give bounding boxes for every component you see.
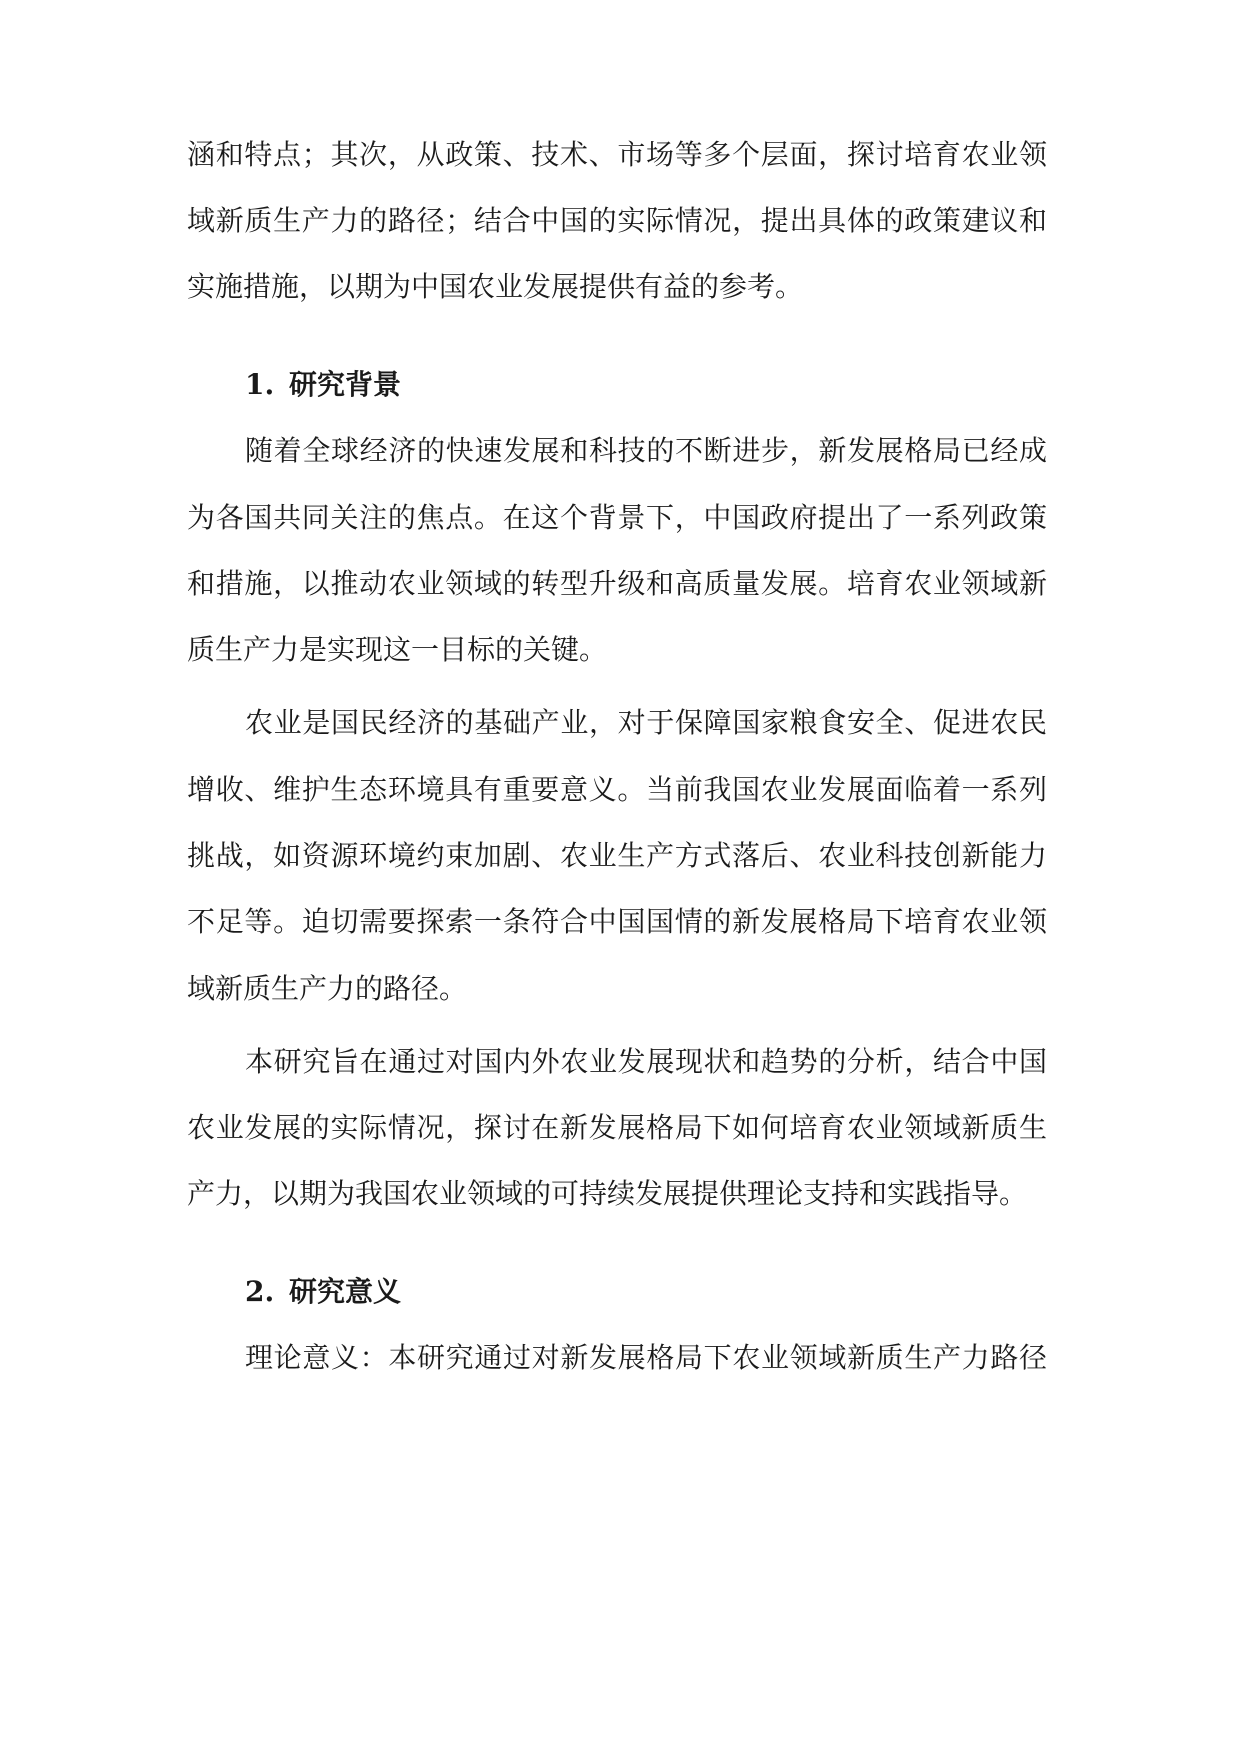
paragraph-line: 农业发展的实际情况，探讨在新发展格局下如何培育农业领域新质生 bbox=[187, 1111, 1047, 1144]
section-number: 2. bbox=[245, 1275, 275, 1308]
paragraph-line: 域新质生产力的路径。 bbox=[187, 972, 468, 1005]
paragraph-line: 农业是国民经济的基础产业，对于保障国家粮食安全、促进农民 bbox=[245, 706, 1047, 739]
section-number: 1. bbox=[245, 368, 275, 401]
intro-line: 域新质生产力的路径；结合中国的实际情况，提出具体的政策建议和 bbox=[187, 204, 1047, 237]
section-heading-background bbox=[245, 365, 401, 405]
paragraph-line: 随着全球经济的快速发展和科技的不断进步，新发展格局已经成 bbox=[245, 434, 1047, 467]
intro-line: 实施措施，以期为中国农业发展提供有益的参考。 bbox=[187, 270, 804, 303]
intro-line: 涵和特点；其次，从政策、技术、市场等多个层面，探讨培育农业领 bbox=[187, 138, 1047, 171]
section-title: 研究意义 bbox=[289, 1275, 402, 1308]
paragraph-line: 不足等。迫切需要探索一条符合中国国情的新发展格局下培育农业领 bbox=[187, 905, 1047, 938]
paragraph-line: 增收、维护生态环境具有重要意义。当前我国农业发展面临着一系列 bbox=[187, 773, 1047, 806]
paragraph-line: 质生产力是实现这一目标的关键。 bbox=[187, 633, 608, 666]
section-title: 研究背景 bbox=[289, 368, 402, 401]
paragraph-line: 为各国共同关注的焦点。在这个背景下，中国政府提出了一系列政策 bbox=[187, 501, 1047, 534]
section-heading-significance bbox=[245, 1272, 401, 1312]
paragraph-line: 挑战，如资源环境约束加剧、农业生产方式落后、农业科技创新能力 bbox=[187, 839, 1047, 872]
paragraph-line: 和措施，以推动农业领域的转型升级和高质量发展。培育农业领域新 bbox=[187, 567, 1047, 600]
paragraph-line: 产力，以期为我国农业领域的可持续发展提供理论支持和实践指导。 bbox=[187, 1177, 1028, 1210]
paragraph-line: 理论意义：本研究通过对新发展格局下农业领域新质生产力路径 bbox=[245, 1341, 1047, 1374]
paragraph-line: 本研究旨在通过对国内外农业发展现状和趋势的分析，结合中国 bbox=[245, 1045, 1047, 1078]
